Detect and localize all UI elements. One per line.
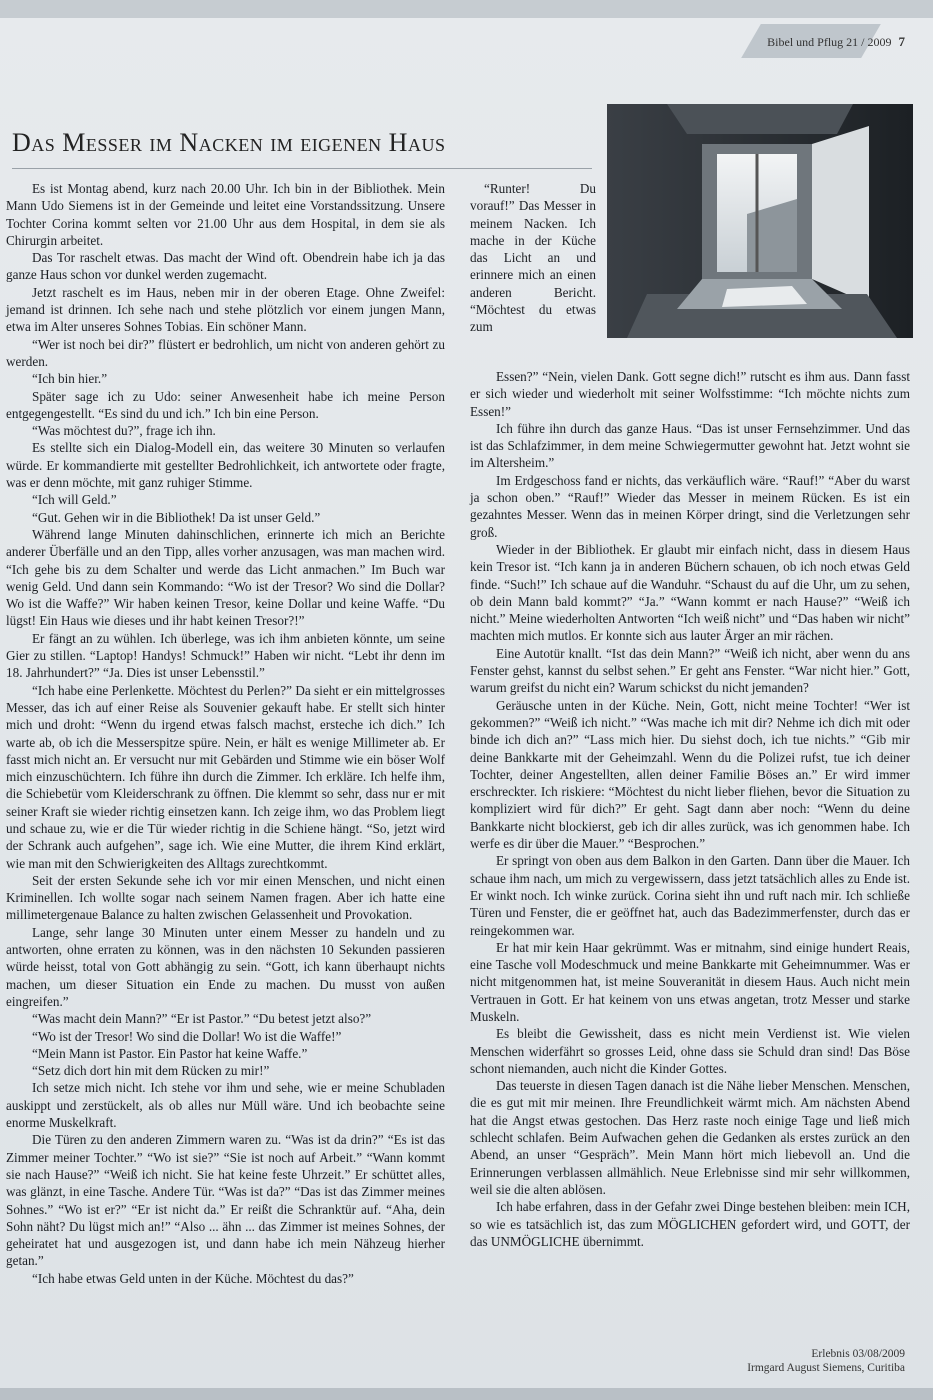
paragraph: “Was macht dein Mann?” “Er ist Pastor.” “Du betest jetzt also?”	[32, 1011, 372, 1027]
paragraph: Während lange Minuten dahinschlichen, erinnerte ich mich an Berichte anderer Überfälle und an den Tipp, alles vorher anzusagen, was man machen wird. “Ich gehe bis zu dem Schalter und werde das Licht anmachen.” Im Buch war wenig Geld. Und dann sein Kommando: “Wo ist der Tresor? Wo sind die Dollar? Wo ist die Waffe?” Wir haben keinen Tresor, keine Dollar und keine Waffe. “Du lügst! Ein Haus wie dieses und ihr habt keinen Tresor?!”	[6, 526, 445, 629]
page-top-edge	[0, 0, 933, 18]
window-photo-graphic	[607, 104, 913, 338]
page-header	[767, 34, 905, 50]
photo-open-window	[607, 104, 913, 338]
publication-name: Bibel und Pflug 21 / 2009	[767, 35, 892, 49]
paragraph: “Setz dich dort hin mit dem Rücken zu mir!”	[32, 1063, 270, 1079]
paragraph: Geräusche unten in der Küche. Nein, Gott, nicht meine Tochter! “Wer ist gekommen?” “Weiß ich nicht.” “Was mache ich mit dir? Nehme ich dich mit oder binde ich dich an?” “Lass mich hier. Du siehst doch, ich tue nichts.” “Gib mir deine Bankkarte mit der Geheimzahl. Wenn du die Polizei rufst, tue ich deiner Tochter, deiner Angestellten, allen deiner Familie Böses an.” Er wird immer erschreckter. Ich riskiere: “Möchtest du nicht lieber fliehen, bevor die Situation zu kompliziert wird für dich?” Er geht. Sagt dann aber noch: “Wenn du deine Bankkarte nicht blockierst, geb ich dir alles zurück, was ich genommen habe. Ich werfe es dir über die Mauer.” “Besprochen.”	[470, 697, 910, 852]
paragraph: “Ich habe etwas Geld unten in der Küche. Möchtest du das?”	[32, 1270, 354, 1286]
page-number: 7	[898, 34, 905, 49]
paragraph: Im Erdgeschoss fand er nichts, das verkäuflich wäre. “Rauf!” “Aber du warst ja schon oben.” “Rauf!” Wieder das Messer in meinem Rücken. Es ist ein gezahntes Messer. Wenn das in meinen Körper dringt, sind die Verletzungen sehr groß.	[470, 472, 910, 540]
paragraph: “Runter! Du vorauf!” Das Messer in meinem Nacken. Ich mache in der Küche das Licht an und erinnere mich an einen anderen Bericht. “Möchtest du etwas zum	[470, 181, 596, 335]
page-bottom-edge	[0, 1388, 933, 1400]
paragraph: Das Tor raschelt etwas. Das macht der Wind oft. Obendrein habe ich ja das ganze Haus schon vor dunkel werden zugemacht.	[6, 250, 445, 283]
paragraph: Er fängt an zu wühlen. Ich überlege, was ich ihm anbieten könnte, um seine Gier zu stillen. “Laptop! Handys! Schmuck!” Haben wir nicht. “Lebt ihr denn im 18. Jahrhundert?” “Ja. Dies ist unser Lebensstil.”	[6, 630, 445, 681]
paragraph: “Ich will Geld.”	[32, 492, 117, 508]
title-divider	[12, 168, 592, 169]
paragraph: Es bleibt die Gewissheit, dass es nicht mein Verdienst ist. Wie vielen Menschen widerfährt so grosses Leid, ohne dass sie Schuld dran sind! Das Böse schont niemanden, auch nicht die Kinder Gottes.	[470, 1026, 910, 1076]
article-column-right-narrow	[470, 180, 596, 336]
paragraph: Er springt von oben aus dem Balkon in den Garten. Dann über die Mauer. Ich schaue ihm nach, um mich zu vergewissern, dass jetzt tatsächlich alles zu Ende ist. Er winkt noch. Ich winke zurück. Corina sieht ihn und ruft nach mir. Ich schließe Türen und Fenster, die er geöffnet hat, auch das Badezimmerfenster, durch das er reingekommen war.	[470, 853, 910, 938]
author-line: Irmgard August Siemens, Curitiba	[747, 1362, 905, 1374]
paragraph: Die Türen zu den anderen Zimmern waren zu. “Was ist da drin?” “Es ist das Zimmer meiner Tochter.” “Wo ist sie?” “Sie ist noch auf Arbeit.” “Wann kommt sie nach Hause?” “Weiß ich nicht. Sie hat keine feste Uhrzeit.” Er schüttet alles, was glänzt, in eine Tasche. Andere Tür. “Was ist da?” “Das ist das Zimmer meines Sohnes.” “Wo ist er?” “Er ist nicht da.” Er reißt die Schranktür auf. “Aha, dein Sohn näht? Du lügst mich an!” “Also ... ähn ... das Zimmer ist meines Sohnes, der geheiratet hat und ausgezogen ist, und dann habe ich mein Nähzeug hierher getan.”	[6, 1132, 445, 1269]
paragraph: Eine Autotür knallt. “Ist das dein Mann?” “Weiß ich nicht, aber wenn du ans Fenster gehst, kannst du selbst sehen.” Er geht ans Fenster. “War nicht hier.” Gott, warum greifst du nicht ein? Warum schickst du nicht jemanden?	[470, 645, 910, 696]
paragraph: Er hat mir kein Haar gekrümmt. Was er mitnahm, sind einige hundert Reais, eine Tasche voll Modeschmuck und meine Bankkarte mit Geheimnummer. Was er nicht mitgenommen hat, ist meine Souveranität in diesem Haus. Auch nicht mein Vertrauen in Gott. Er hat keinem von uns etwas angetan, trotz Messer und starke Muskeln.	[470, 939, 910, 1024]
paragraph: Wieder in der Bibliothek. Er glaubt mir einfach nicht, dass in diesem Haus kein Tresor ist. “Ich kann ja in anderen Büchern schauen, ob ich noch etwas Geld finde. “Such!” Ich schaue auf die Wanduhr. “Schaust du auf die Uhr, um zu sehen, ob dein Mann bald kommt?” “Ja.” “Wann kommt er nach Hause?” “Weiß ich nicht.” Meine wiederholten Antworten “Ich weiß nicht” und “Das haben wir nicht” machten mich mutlos. Er konnte sich aus lauter Ärger an mir rächen.	[470, 541, 910, 644]
paragraph: Seit der ersten Sekunde sehe ich vor mir einen Menschen, und nicht einen Kriminellen. Ich wollte sogar nach seinem Namen fragen. Aber ich hatte eine millimetergenaue Balance zu halten zwischen Gelassenheit und Provokation.	[6, 872, 445, 923]
paragraph: “Was möchtest du?”, frage ich ihn.	[32, 423, 216, 439]
article-column-right	[470, 368, 910, 1250]
article-signature	[747, 1347, 905, 1375]
paragraph: “Wer ist noch bei dir?” flüstert er bedrohlich, um nicht von anderen gehört zu werden.	[6, 336, 445, 369]
paragraph: Das teuerste in diesen Tagen danach ist die Nähe lieber Menschen. Menschen, die es gut mit mir meinen. Ihre Freundlichkeit wärmt mich. Am nächsten Abend hat die Angst etwas gestochen. Das Herz raste noch einige Tage und ließ mich schlecht schlafen. Beim Aufwachen gehen die Gedanken als erstes zurück an den Abend, an unser “Gespräch”. Mein Mann hört mich liebevoll an. Und die Erinnerungen verblassen allmählich. Neue Erlebnisse sind mir sehr willkommen, weil sie die alten ablösen.	[470, 1078, 910, 1197]
paragraph: Später sage ich zu Udo: seiner Anwesenheit habe ich meine Person entgegengestellt. “Es sind du und ich.” Ich bin eine Person.	[6, 388, 445, 421]
paragraph: “Mein Mann ist Pastor. Ein Pastor hat keine Waffe.”	[32, 1045, 308, 1061]
paragraph: Es ist Montag abend, kurz nach 20.00 Uhr. Ich bin in der Bibliothek. Mein Mann Udo Siemens ist in der Gemeinde und leitet eine Vorstandssitzung. Unsere Tochter Corina kommt selten vor 21.00 Uhr aus dem Hospital, in dem sie als Chirurgin arbeitet.	[6, 181, 445, 248]
paragraph: “Wo ist der Tresor! Wo sind die Dollar! Wo ist die Waffe!”	[32, 1028, 342, 1044]
paragraph: Jetzt raschelt es im Haus, neben mir in der oberen Etage. Ohne Zweifel: jemand ist drinnen. Ich sehe nach und stehe plötzlich vor einem jungen Mann, etwa im Alter unseres Sohnes Tobias. Ein schöner Mann.	[6, 284, 445, 335]
article-column-left	[6, 180, 445, 1287]
paragraph: Ich habe erfahren, dass in der Gefahr zwei Dinge bestehen bleiben: mein ICH, so wie es tatsächlich ist, das zum MÖGLICHEN gefordert wird, und GOTT, der das UNMÖGLICHE übernimmt.	[470, 1199, 910, 1249]
paragraph: “Gut. Gehen wir in die Bibliothek! Da ist unser Geld.”	[32, 509, 321, 525]
paragraph: “Ich bin hier.”	[32, 371, 108, 387]
paragraph: Ich führe ihn durch das ganze Haus. “Das ist unser Fernsehzimmer. Und das ist das Schlafzimmer, in dem meine Schwiegermutter gewohnt hat. Jetzt wohnt sie im Altersheim.”	[470, 420, 910, 471]
source-line: Erlebnis 03/08/2009	[811, 1348, 905, 1360]
paragraph: Essen?” “Nein, vielen Dank. Gott segne dich!” rutscht es ihm aus. Dann fasst er sich wieder und wiederholt mit seiner Wolfsstimme: “Ich möchte nichts zum Essen!”	[470, 369, 910, 419]
paragraph: “Ich habe eine Perlenkette. Möchtest du Perlen?” Da sieht er ein mittelgrosses Messer, das ich auf einer Reise als Souvenier gekauft habe. Er stellt sich hinter mich und droht: “Wenn du irgend etwas falsch machst, ersteche ich dich.” Ich warte ab, ob ich die Messerspitze spüre. Nein, er hält es wenige Millimeter ab. Er fasst mich nicht an. Er versucht nur mit Gebärden und Stimme wie ein böser Wolf mich einzuschüchtern. Ich führe ihn durch die Zimmer. Ich erkläre. Ich helfe ihm, die Schiebetür vom Kleiderschrank zu öffnen. Die klemmt so sehr, dass nur er mit seiner Kraft sie wieder richtig einsetzen kann. Ich zeige ihm, wo das Problem liegt und schaue zu, wie er die Tür wieder richtig in die Schiene hängt. “So, jetzt wird der Schrank auch aufgehen”, sage ich. Wie eine Mutter, die ihrem Kind erklärt, wie man mit den Schwierigkeiten des Alltags zurechtkommt.	[6, 682, 445, 871]
paragraph: Ich setze mich nicht. Ich stehe vor ihm und sehe, wie er meine Schubladen auskippt und zerstückelt, als ob alles nur Müll wäre. Und ich beobachte seine enorme Muskelkraft.	[6, 1080, 445, 1131]
paragraph: Lange, sehr lange 30 Minuten unter einem Messer zu handeln und zu antworten, ohne erraten zu können, was in den nächsten 10 Sekunden passieren würde heisst, total von Gott abhängig zu sein. “Gott, ich kann überhaupt nichts machen, um dieser Situation ein Ende zu machen. Du musst von außen eingreifen.”	[6, 924, 445, 1009]
article-title: Das Messer im Nacken im eigenen Haus	[12, 128, 446, 157]
paragraph: Es stellte sich ein Dialog-Modell ein, das weitere 30 Minuten so verlaufen würde. Er kommandierte mit gestellter Bedrohlichkeit, ich antwortete oder fragte, was er denn möchte, mit ganz ruhiger Stimme.	[6, 440, 445, 491]
